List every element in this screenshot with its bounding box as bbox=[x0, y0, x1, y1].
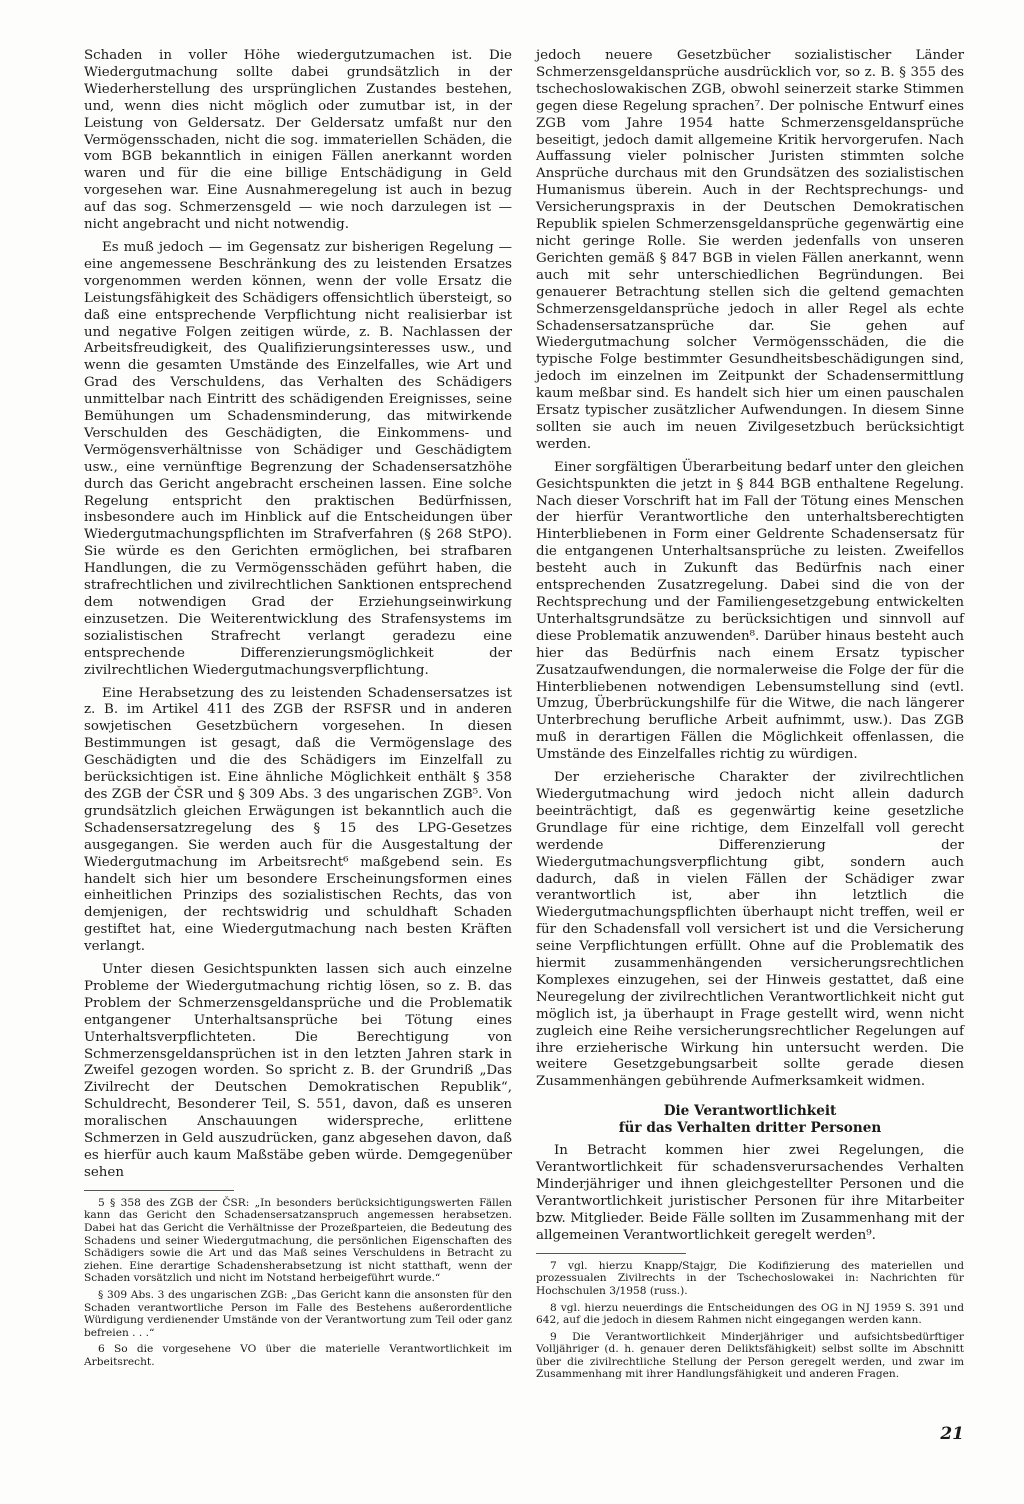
body-paragraph: jedoch neuere Gesetzbücher sozialistischer Länder Schmerzensgeldansprüche ausdrücklich vor, so z. B. § 355 des tschechoslowakischen ZGB, obwohl seinerzeit starke Stimmen gegen diese Regelung sprachen⁷. Der polnische Entwurf eines ZGB vom Jahre 1954 hatte Schmerzensgeldansprüche beseitigt, jedoch damit allgemeine Kritik hervorgerufen. Nach Auffassung vieler polnischer Juristen stimmten solche Ansprüche durchaus mit den Grundsätzen des sozialistischen Humanismus überein. Auch in der Rechtsprechungs- und Versicherungspraxis in der Deutschen Demokratischen Republik spielen Schmerzensgeldansprüche gegenwärtig eine nicht geringe Rolle. Sie werden jedenfalls von unseren Gerichten gemäß § 847 BGB in vielen Fällen anerkannt, wenn auch mit sehr unterschiedlichen Begründungen. Bei genauerer Betrachtung stellen sich die geltend gemachten Schmerzensgeldansprüche jedoch in aller Regel als echte Schadensersatzansprüche dar. Sie gehen auf Wiedergutmachung solcher Vermögensschäden, die die typische Folge bestimmter Gesundheitsbeschädigungen sind, jedoch im einzelnen im Zeitpunkt der Schadensermittlung kaum meßbar sind. Es handelt sich hier um einen pauschalen Ersatz typischer zusätzlicher Aufwendungen. In diesem Sinne sollten sie auch im neuen Zivilgesetzbuch berücksichtigt werden. bbox=[536, 48, 964, 452]
body-paragraph: Eine Herabsetzung des zu leistenden Schadensersatzes ist z. B. im Artikel 411 des ZGB der RSFSR und in anderen sowjetischen Gesetzbüchern vorgesehen. In diesen Bestimmungen ist gesagt, daß die Vermögenslage des Geschädigten und die des Schädigers im Einzelfall zu berücksichtigen ist. Eine ähnliche Möglichkeit enthält § 358 des ZGB der ČSR und § 309 Abs. 3 des ungarischen ZGB⁵. Von grundsätzlich gleichen Erwägungen ist bekanntlich auch die Schadensersatzregelung des § 15 des LPG-Gesetzes ausgegangen. Sie werden auch für die Ausgestaltung der Wiedergutmachung im Arbeitsrecht⁶ maßgebend sein. Es handelt sich hier um besondere Erscheinungsformen eines einheitlichen Prinzips des sozialistischen Rechts, das von demjenigen, der rechtswidrig und schuldhaft Schaden gestiftet hat, eine Wiedergutmachung nach besten Kräften verlangt. bbox=[84, 685, 512, 955]
left-column bbox=[84, 48, 512, 1373]
body-paragraph: Einer sorgfältigen Überarbeitung bedarf unter den gleichen Gesichtspunkten die jetzt in § 844 BGB enthaltene Regelung. Nach dieser Vorschrift hat im Fall der Tötung eines Menschen der hierfür Verantwortliche den unterhaltsberechtigten Hinterbliebenen in Form einer Geldrente Schadensersatz für die entgangenen Unterhaltsansprüche zu leisten. Zweifellos besteht auch in Zukunft das Bedürfnis nach einer entsprechenden Zusatzregelung. Dabei sind die von der Rechtsprechung und der Familiengesetzgebung entwickelten Unterhaltsgrundsätze zu berücksichtigen und sinnvoll auf diese Problematik anzuwenden⁸. Darüber hinaus besteht auch hier das Bedürfnis nach einem Ersatz typischer Zusatzaufwendungen, die normalerweise die Folge der für die Hinterbliebenen notwendigen Lebensumstellung sind (evtl. Umzug, Überbrückungshilfe für die Witwe, die nach längerer Unterbrechung berufliche Arbeit aufnimmt, usw.). Das ZGB muß in derartigen Fällen die Möglichkeit offenlassen, die Umstände des Einzelfalles richtig zu würdigen. bbox=[536, 459, 964, 763]
body-paragraph: Der erzieherische Charakter der zivilrechtlichen Wiedergutmachung wird jedoch nicht allein dadurch beeinträchtigt, daß es gegenwärtig keine gesetzliche Grundlage für eine richtige, dem Einzelfall voll gerecht werdende Differenzierung der Wiedergutmachungsverpflichtung gibt, sondern auch dadurch, daß in vielen Fällen der Schädiger zwar verantwortlich ist, aber ihn letztlich die Wiedergutmachungspflichten überhaupt nicht treffen, weil er für den Schadensfall voll versichert ist und die Versicherung seine Verpflichtungen erfüllt. Ohne auf die Problematik des hiermit zusammenhängenden versicherungsrechtlichen Komplexes einzugehen, sei der Hinweis gestattet, daß eine Neuregelung der zivilrechtlichen Verantwortlichkeit nicht gut möglich ist, ja überhaupt in Frage gestellt wird, wenn nicht zugleich eine Reihe versicherungsrechtlicher Regelungen auf ihre erzieherische Wirkung hin untersucht werden. Die weitere Gesetzgebungsarbeit sollte gerade diesen Zusammenhängen gebührende Aufmerksamkeit widmen. bbox=[536, 770, 964, 1090]
section-heading bbox=[536, 1103, 964, 1137]
footnote: 8 vgl. hierzu neuerdings die Entscheidungen des OG in NJ 1959 S. 391 und 642, auf die jedoch in diesem Rahmen nicht eingegangen werden kann. bbox=[536, 1301, 964, 1327]
body-paragraph: Unter diesen Gesichtspunkten lassen sich auch einzelne Probleme der Wiedergutmachung richtig lösen, so z. B. das Problem der Schmerzensgeldansprüche und die Problematik entgangener Unterhaltsansprüche bei Tötung eines Unterhaltsverpflichteten. Die Berechtigung von Schmerzensgeldansprüchen ist in den letzten Jahren stark in Zweifel gezogen worden. So spricht z. B. der Grundriß „Das Zivilrecht der Deutschen Demokratischen Republik“, Schuldrecht, Besonderer Teil, S. 551, davon, daß es unseren moralischen Anschauungen widerspreche, erlittene Schmerzen in Geld auszudrücken, ganz abgesehen davon, daß es hierfür auch kaum Maßstäbe geben würde. Demgegenüber sehen bbox=[84, 962, 512, 1180]
footnote: 7 vgl. hierzu Knapp/Stajgr, Die Kodifizierung des materiellen und prozessualen Zivilrechts in der Tschechoslowakei in: Nachrichten für Hochschulen 3/1958 (russ.). bbox=[536, 1259, 964, 1297]
footnotes-left bbox=[84, 1197, 512, 1369]
body-paragraph: Schaden in voller Höhe wiedergutzumachen ist. Die Wiedergutmachung sollte dabei grundsätzlich in der Wiederherstellung des ursprünglichen Zustandes bestehen, und, wenn dies nicht möglich oder zumutbar ist, in der Leistung von Geldersatz. Der Geldersatz umfaßt nur den Vermögensschaden, nicht die sog. immateriellen Schäden, die vom BGB bekanntlich in einigen Fällen anerkannt worden waren und für die eine billige Entschädigung in Geld vorgesehen war. Eine Ausnahmeregelung ist auch in bezug auf das sog. Schmerzensgeld — wie noch darzulegen ist — nicht angebracht und nicht notwendig. bbox=[84, 48, 512, 233]
footnote-divider bbox=[84, 1190, 234, 1197]
body-paragraph: In Betracht kommen hier zwei Regelungen, die Verantwortlichkeit für schadensverursachendes Verhalten Minderjähriger und ihnen gleichgestellter Personen und die Verantwortlichkeit juristischer Personen für ihre Mitarbeiter bzw. Mitglieder. Beide Fälle sollten im Zusammenhang mit der allgemeinen Verantwortlichkeit geregelt werden⁹. bbox=[536, 1143, 964, 1243]
footnotes-right bbox=[536, 1260, 964, 1381]
right-column bbox=[536, 48, 964, 1385]
footnote: 9 Die Verantwortlichkeit Minderjähriger und aufsichtsbedürftiger Volljähriger (d. h. genauer deren Deliktsfähigkeit) selbst sollte im Abschnitt über die zivilrechtliche Stellung der Person geregelt werden, und zwar im Zusammenhang mit ihrer Handlungsfähigkeit und anderen Fragen. bbox=[536, 1330, 964, 1381]
body-paragraph: Es muß jedoch — im Gegensatz zur bisherigen Regelung — eine angemessene Beschränkung des zu leistenden Ersatzes vorgenommen werden können, wenn der volle Ersatz die Leistungsfähigkeit des Schädigers offensichtlich übersteigt, so daß eine entsprechende Verpflichtung nicht realisierbar ist und negative Folgen zeitigen würde, z. B. Nachlassen der Arbeitsfreudigkeit, des Qualifizierungsinteresses usw., und wenn die gesamten Umstände des Einzelfalles, wie Art und Grad des Verschuldens, das Verhalten des Schädigers unmittelbar nach Eintritt des schädigenden Ereignisses, seine Bemühungen um Schadensminderung, das mitwirkende Verschulden des Geschädigten, die Einkommens- und Vermögensverhältnisse von Schädiger und Geschädigtem usw., eine vernünftige Begrenzung der Schadensersatzhöhe durch das Gericht angebracht erscheinen lassen. Eine solche Regelung entspricht den praktischen Bedürfnissen, insbesondere auch im Hinblick auf die Entscheidungen über Wiedergutmachungspflichten im Strafverfahren (§ 268 StPO). Sie würde es den Gerichten ermöglichen, bei strafbaren Handlungen, die zu Vermögensschäden geführt haben, die strafrechtlichen und zivilrechtlichen Sanktionen entsprechend dem notwendigen Grad der Erziehungseinwirkung einzusetzen. Die Weiterentwicklung des Strafensystems im sozialistischen Strafrecht verlangt geradezu eine entsprechende Differenzierungsmöglichkeit der zivilrechtlichen Wiedergutmachungsverpflichtung. bbox=[84, 239, 512, 678]
footnote-divider bbox=[536, 1253, 686, 1260]
footnote: 5 § 358 des ZGB der ČSR: „In besonders berücksichtigungswerten Fällen kann das Gericht den Schadensersatzanspruch angemessen herabsetzen. Dabei hat das Gericht die Verhältnisse der Prozeßparteien, die Bedeutung des Schadens und seiner Wiedergutmachung, die persönlichen Eigenschaften des Schädigers sowie die Art und das Maß seines Verschuldens in Betracht zu ziehen. Eine derartige Schadensherabsetzung ist nicht statthaft, wenn der Schaden vorsätzlich und nicht im Notstand herbeigeführt wurde.“ bbox=[84, 1196, 512, 1285]
page-number: 21 bbox=[940, 1424, 964, 1444]
section-heading-line: Die Verantwortlichkeit bbox=[663, 1103, 837, 1120]
footnote: 6 So die vorgesehene VO über die materielle Verantwortlichkeit im Arbeitsrecht. bbox=[84, 1343, 512, 1368]
footnote: § 309 Abs. 3 des ungarischen ZGB: „Das Gericht kann die ansonsten für den Schaden verantwortliche Person im Falle des Bestehens außerordentliche Würdigung verdienender Umstände von der Verantwortung zum Teil oder ganz befreien . . .“ bbox=[84, 1288, 512, 1339]
section-heading-line: für das Verhalten dritter Personen bbox=[618, 1120, 882, 1137]
